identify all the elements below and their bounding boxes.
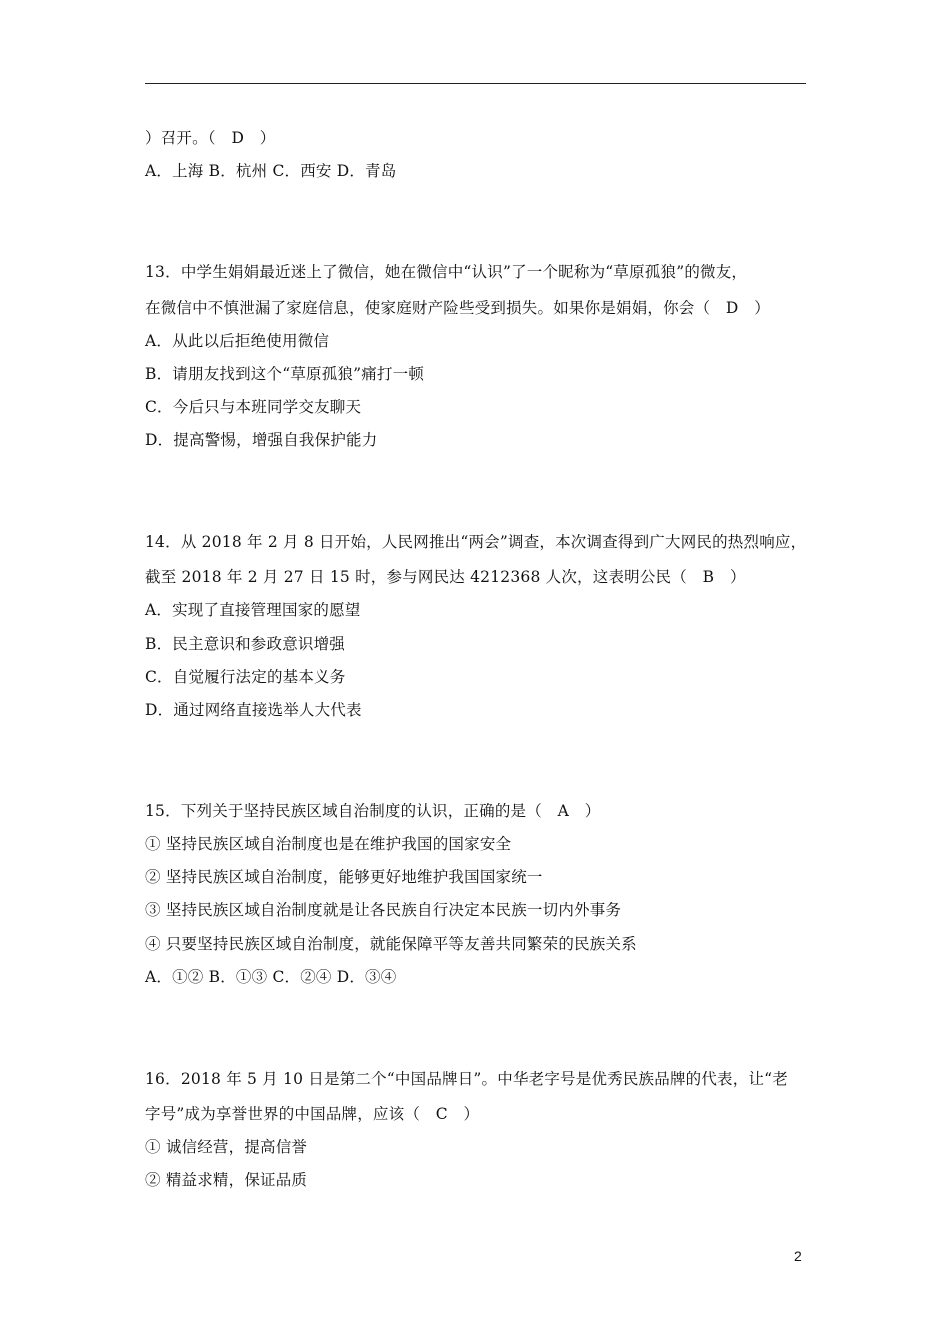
q14-option-a: A．实现了直接管理国家的愿望 bbox=[145, 601, 361, 619]
q14-stem-line1: 14．从 2018 年 2 月 8 日开始，人民网推出“两会”调查，本次调查得到广大网民的热烈响应， bbox=[145, 533, 807, 551]
q16-statement-2: ② 精益求精，保证品质 bbox=[145, 1171, 308, 1189]
q15-statement-4: ④ 只要坚持民族区域自治制度，就能保障平等友善共同繁荣的民族关系 bbox=[145, 935, 637, 953]
q15-stem: 15．下列关于坚持民族区域自治制度的认识，正确的是（ A ） bbox=[145, 802, 601, 820]
q15-options: A．①② B．①③ C．②④ D．③④ bbox=[145, 968, 397, 986]
q16-stem-line1: 16．2018 年 5 月 10 日是第二个“中国品牌日”。中华老字号是优秀民族品牌的代表，让“老 bbox=[145, 1070, 788, 1088]
q12-tail: ）召开。（ D ） bbox=[145, 129, 276, 147]
q14-option-c: C．自觉履行法定的基本义务 bbox=[145, 668, 346, 686]
header-rule bbox=[145, 83, 806, 84]
q13-stem-line2: 在微信中不慎泄漏了家庭信息，使家庭财产险些受到损失。如果你是娟娟，你会（ D ） bbox=[145, 299, 770, 317]
q13-stem-line1: 13．中学生娟娟最近迷上了微信，她在微信中“认识”了一个昵称为“草原孤狼”的微友， bbox=[145, 263, 748, 281]
q16-statement-1: ① 诚信经营，提高信誉 bbox=[145, 1138, 308, 1156]
q15-statement-1: ① 坚持民族区域自治制度也是在维护我国的国家安全 bbox=[145, 835, 512, 853]
q14-option-b: B．民主意识和参政意识增强 bbox=[145, 635, 345, 653]
page-number: 2 bbox=[794, 1248, 802, 1264]
q13-option-a: A．从此以后拒绝使用微信 bbox=[145, 332, 330, 350]
q12-options: A．上海 B．杭州 C．西安 D．青岛 bbox=[145, 162, 397, 180]
q13-option-b: B．请朋友找到这个“草原孤狼”痛打一顿 bbox=[145, 365, 425, 383]
q15-statement-3: ③ 坚持民族区域自治制度就是让各民族自行决定本民族一切内外事务 bbox=[145, 901, 622, 919]
q14-option-d: D．通过网络直接选举人大代表 bbox=[145, 701, 362, 719]
q15-statement-2: ② 坚持民族区域自治制度，能够更好地维护我国国家统一 bbox=[145, 868, 543, 886]
q14-stem-line2: 截至 2018 年 2 月 27 日 15 时，参与网民达 4212368 人次，这表明公民（ B ） bbox=[145, 568, 746, 586]
q16-stem-line2: 字号”成为享誉世界的中国品牌，应该（ C ） bbox=[145, 1105, 480, 1123]
q13-option-c: C．今后只与本班同学交友聊天 bbox=[145, 398, 362, 416]
q13-option-d: D．提高警惕，增强自我保护能力 bbox=[145, 431, 378, 449]
